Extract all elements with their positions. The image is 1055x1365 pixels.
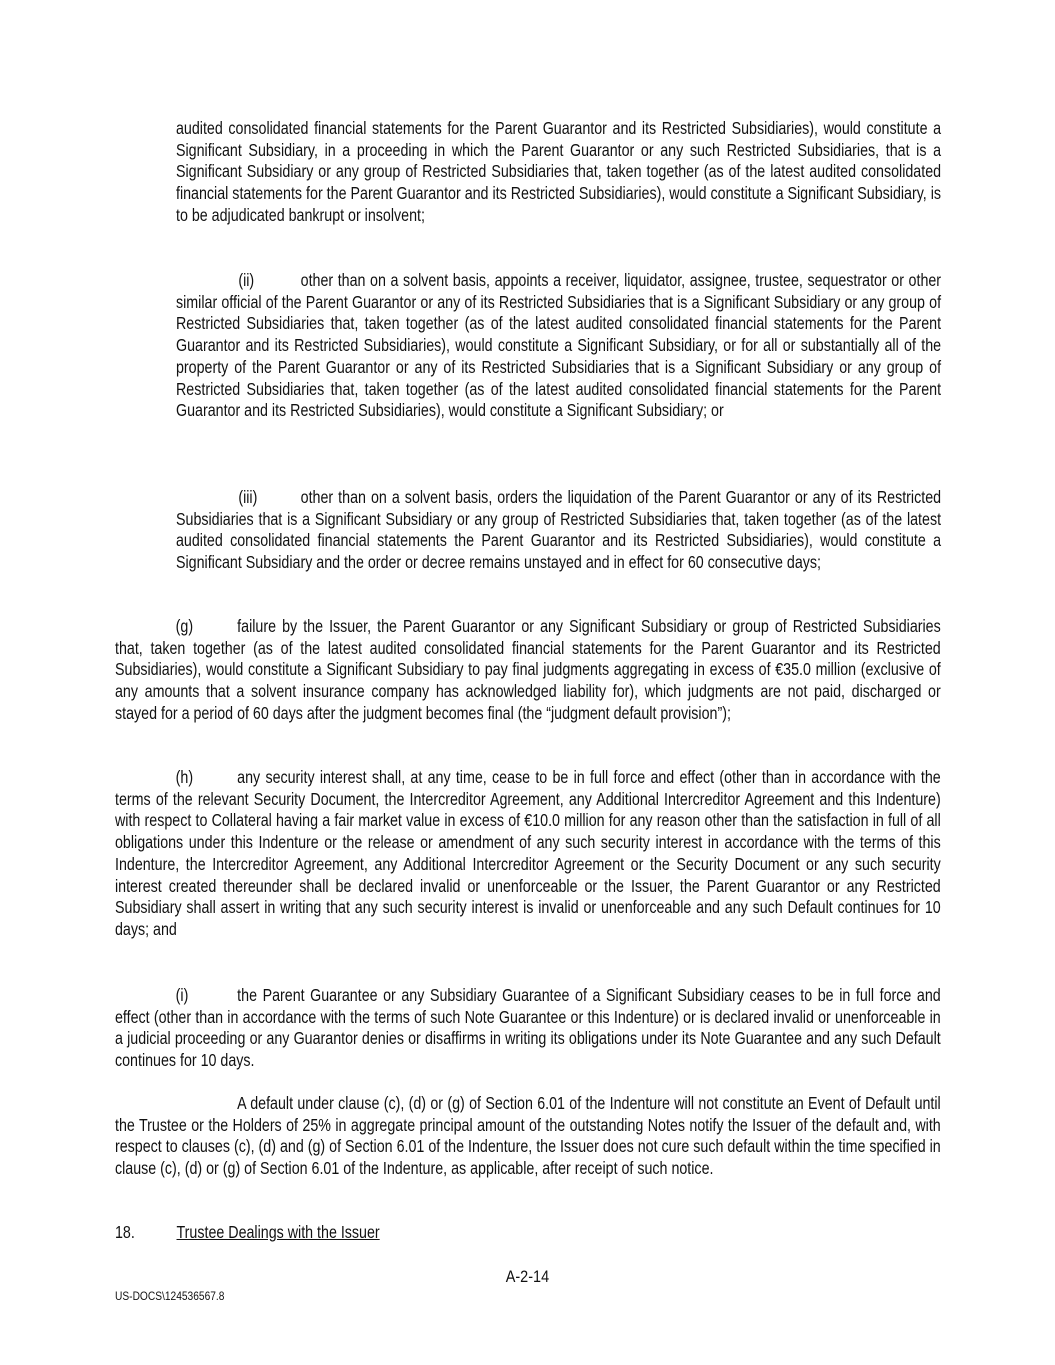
clause-iii bbox=[176, 487, 941, 574]
clause-i-label: (i) bbox=[175, 985, 189, 1005]
clause-i bbox=[115, 985, 941, 1072]
section-title: Trustee Dealings with the Issuer bbox=[176, 1222, 380, 1242]
clause-h-label: (h) bbox=[175, 767, 194, 787]
clause-ii-label: (ii) bbox=[238, 270, 255, 290]
section-heading bbox=[115, 1222, 380, 1243]
clause-h-text: any security interest shall, at any time, cease to be in full force and effect (other than in accordance with the terms of the relevant Security Document, the Intercreditor Agreement, any Additional Intercreditor Agreement and this Indenture) with respect to Collateral having a fair market value in excess of €10.0 million for any reason other than the satisfaction in full of all obligations under this Indenture or the release or amendment of any such security interest in accordance with the terms of this Indenture, the Intercreditor Agreement, any Additional Intercreditor Agreement or the Security Document or any such security interest created thereunder shall be declared invalid or unenforceable or the Issuer, the Parent Guarantor or any Restricted Subsidiary shall assert in writing that any such security interest is invalid or unenforceable and any such Default continues for 10 days; and bbox=[115, 767, 941, 939]
clause-h bbox=[115, 767, 941, 941]
clause-iii-label: (iii) bbox=[238, 487, 258, 507]
paragraph-continuation: audited consolidated financial statements for the Parent Guarantor and its Restricted Subsidiaries), would constitute a Significant Subsidiary, in a proceeding in which the Parent Guarantor or any such Restricted Subsidiaries, that is a Significant Subsidiary or any group of Restricted Subsidiaries that, taken together (as of the latest audited consolidated financial statements for the Parent Guarantor and its Restricted Subsidiaries), would constitute a Significant Subsidiary, is to be adjudicated bankrupt or insolvent; bbox=[176, 118, 942, 225]
page-number: A-2-14 bbox=[505, 1267, 550, 1286]
default-paragraph: A default under clause (c), (d) or (g) of Section 6.01 of the Indenture will not constitute an Event of Default until the Trustee or the Holders of 25% in aggregate principal amount of the outstanding Notes notify the Issuer of the default and, with respect to clauses (c), (d) and (g) of Section 6.01 of the Indenture, the Issuer does not cure such default within the time specified in clause (c), (d) or (g) of Section 6.01 of the Indenture, as applicable, after receipt of such notice. bbox=[115, 1093, 941, 1179]
clause-ii bbox=[176, 270, 941, 422]
section-number: 18. bbox=[115, 1222, 135, 1242]
clause-g-text: failure by the Issuer, the Parent Guarantor or any Significant Subsidiary or group of Restricted Subsidiaries that, taken together (as of the latest audited consolidated financial statements for the Parent Guarantor and its Restricted Subsidiaries), would constitute a Significant Subsidiary to pay final judgments aggregating in excess of €35.0 million (exclusive of any amounts that a solvent insurance company has acknowledged liability for), which judgments are not paid, discharged or stayed for a period of 60 days after the judgment becomes final (the “judgment default provision”); bbox=[115, 616, 941, 723]
clause-g bbox=[115, 616, 941, 725]
clause-ii-text: other than on a solvent basis, appoints a receiver, liquidator, assignee, trustee, sequestrator or other similar official of the Parent Guarantor or any of its Restricted Subsidiaries that is a Significant Subsidiary or any group of Restricted Subsidiaries that, taken together (as of the latest audited consolidated financial statements for the Parent Guarantor and its Restricted Subsidiaries), would constitute a Significant Subsidiary, or for all or substantially all of the property of the Parent Guarantor or any of its Restricted Subsidiaries that is a Significant Subsidiary or any group of Restricted Subsidiaries that, taken together (as of the latest audited consolidated financial statements for the Parent Guarantor and its Restricted Subsidiaries), would constitute a Significant Subsidiary; or bbox=[176, 270, 942, 421]
clause-i-text: the Parent Guarantee or any Subsidiary Guarantee of a Significant Subsidiary ceases to be in full force and effect (other than in accordance with the terms of such Note Guarantee or this Indenture) or is declared invalid or unenforceable in a judicial proceeding or any Guarantor denies or disaffirms in writing its obligations under its Note Guarantee and any such Default continues for 10 days. bbox=[115, 985, 941, 1071]
clause-iii-text: other than on a solvent basis, orders the liquidation of the Parent Guarantor or any of its Restricted Subsidiaries that is a Significant Subsidiary or any group of Restricted Subsidiaries that, taken together (as of the latest audited consolidated financial statements the Parent Guarantor and its Restricted Subsidiaries), would constitute a Significant Subsidiary and the order or decree remains unstayed and in effect for 60 consecutive days; bbox=[176, 487, 942, 573]
document-id: US-DOCS\124536567.8 bbox=[115, 1289, 225, 1303]
clause-g-label: (g) bbox=[175, 616, 194, 636]
